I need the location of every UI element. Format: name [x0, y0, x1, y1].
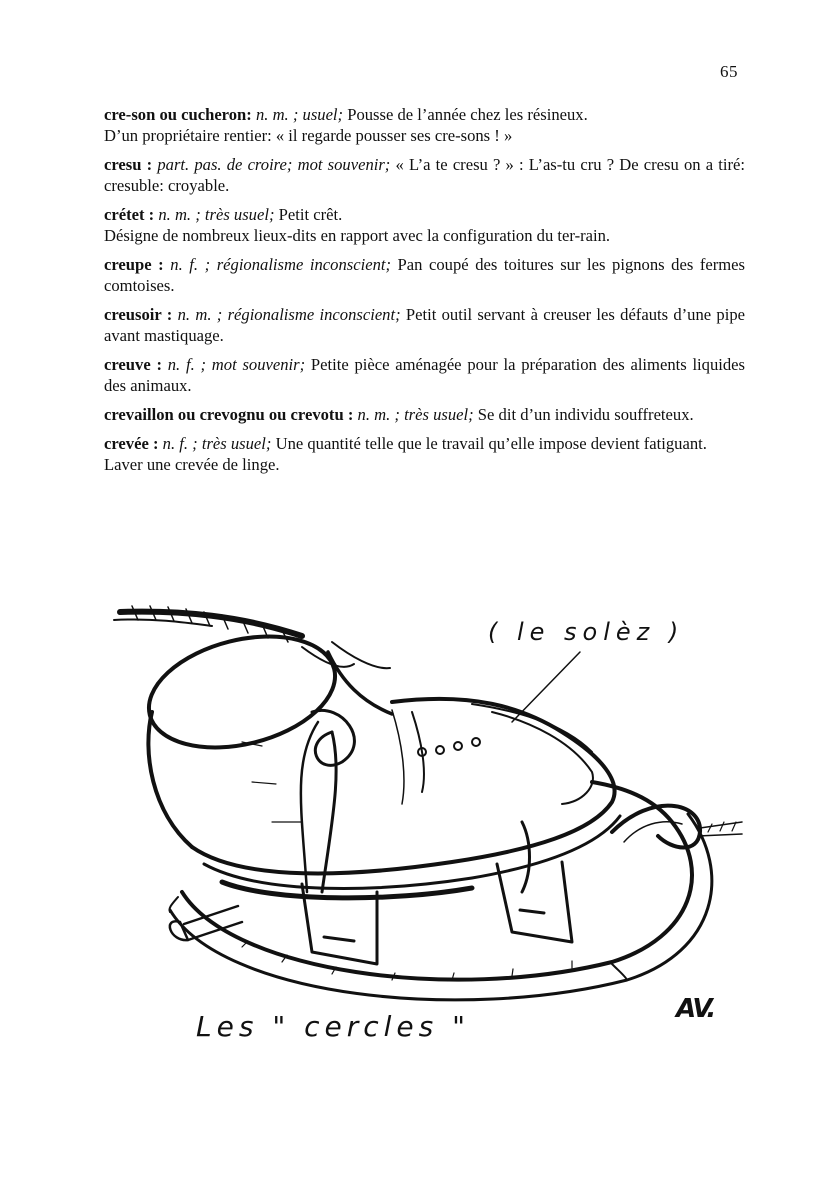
page-number: 65 [720, 62, 738, 81]
entry-definition: Une quantité telle que le travail qu’elle impose devient fatiguant. [271, 434, 707, 453]
entry-extra-line: Laver une crevée de linge. [104, 455, 280, 474]
entry-separator: : [246, 105, 256, 124]
entry-grammar: n. m. ; usuel; [255, 105, 344, 124]
entry-grammar: n. f. ; très usuel; [162, 434, 272, 453]
entry-definition: Petite pièce aménagée pour la préparation des aliments liquides des animaux. [104, 355, 745, 395]
entry-headword: crevaillon ou crevognu ou crevotu [104, 405, 344, 424]
entry-definition: Petit crêt. [274, 205, 343, 224]
entry-cretet [104, 204, 745, 246]
entry-definition: Se dit d’un individu souffreteux. [473, 405, 694, 424]
entry-separator: : [151, 255, 171, 274]
entry-definition: Pousse de l’année chez les résineux. [343, 105, 588, 124]
entry-creusoir [104, 304, 745, 346]
entry-headword: crétet [104, 205, 145, 224]
entry-headword: creuve [104, 355, 151, 374]
entry-crevee [104, 433, 745, 475]
illustration-caption: Les " cercles " [196, 1010, 470, 1043]
entry-grammar: n. f. ; régionalisme inconscient; [170, 255, 391, 274]
entry-separator: : [343, 405, 358, 424]
entry-headword: creusoir [104, 305, 162, 324]
entry-cresu [104, 154, 745, 196]
entry-grammar: n. f. ; mot souvenir; [167, 355, 306, 374]
entry-grammar: n. m. ; régionalisme inconscient; [177, 305, 401, 324]
entry-headword: crevée [104, 434, 149, 453]
artist-signature: AV. [676, 994, 715, 1024]
boot-drawing [92, 592, 752, 1062]
dictionary-entries [104, 104, 745, 483]
entry-grammar: part. pas. de croire; mot souvenir; [157, 155, 391, 174]
entry-separator: : [150, 355, 168, 374]
entry-separator: : [148, 434, 163, 453]
entry-separator: : [141, 155, 158, 174]
entry-grammar: n. m. ; très usuel; [357, 405, 474, 424]
strap-icon [222, 822, 572, 964]
callout-leader-line [512, 652, 580, 722]
boot-on-runner-illustration [92, 592, 752, 1062]
entry-separator: : [161, 305, 178, 324]
entry-separator: : [144, 205, 159, 224]
entry-headword: cre-son ou cucheron [104, 105, 247, 124]
entry-headword: cresu [104, 155, 142, 174]
boot-body-icon [192, 699, 620, 889]
entry-extra-line: D’un propriétaire rentier: « il regarde pousser ses cre-sons ! » [104, 126, 513, 145]
callout-label: ( le solèz ) [488, 618, 685, 646]
entry-creuve [104, 354, 745, 396]
entry-crevaillon [104, 404, 745, 425]
laces-icon [301, 710, 355, 892]
entry-definition: Pan coupé des toitures sur les pignons des fermes comtoises. [104, 255, 745, 295]
entry-extra-line: Désigne de nombreux lieux-dits en rapport avec la configuration du ter-rain. [104, 226, 611, 245]
entry-grammar: n. m. ; très usuel; [158, 205, 275, 224]
entry-cre-son [104, 104, 745, 146]
entry-definition: Petit outil servant à creuser les défauts d’une pipe avant mastiquage. [104, 305, 745, 345]
entry-creupe [104, 254, 745, 296]
entry-definition: « L’a te cresu ? » : L’as-tu cru ? De cresu on a tiré: cresuble: croyable. [104, 155, 746, 195]
entry-headword: creupe [104, 255, 152, 274]
